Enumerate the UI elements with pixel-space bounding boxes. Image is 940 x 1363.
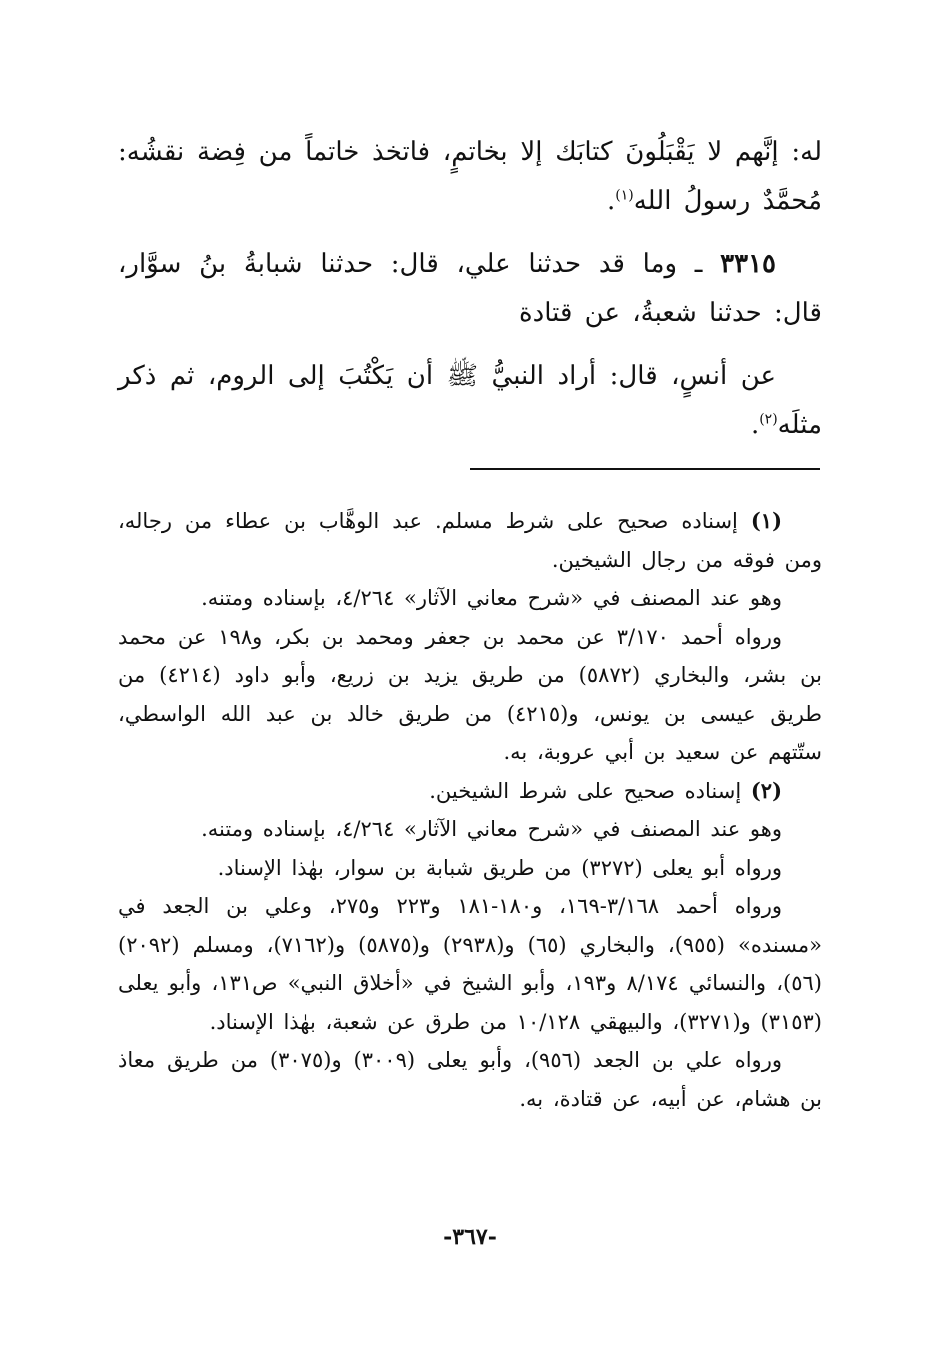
main-paragraph-text: له: إنَّهم لا يَقْبَلُونَ كتابَك إلا بخاتمٍ، فاتخذ خاتماً من فِضة نقشُه: مُحمَّدٌ رسولُ الله	[118, 137, 822, 216]
footnote-number: (١)	[750, 508, 782, 533]
main-paragraph-end: .	[750, 410, 760, 440]
footnote-paragraph: ورواه أحمد ٣/١٦٨-١٦٩، و١٨٠-١٨١ و٢٢٣ و٢٧٥، وعلي بن الجعد في «مسنده» (٩٥٥)، والبخاري (٦٥) و(٢٩٣٨) و(٥٨٧٥) و(٧١٦٢)، ومسلم (٢٠٩٢) (٥٦)، والنسائي ٨/١٧٤ و١٩٣، وأبو الشيخ في «أخلاق النبي» ص١٣١، وأبو يعلى (٣١٥٣) و(٣٢٧١)، والبيهقي ١٠/١٢٨ من طرق عن شعبة، بهٰذا الإسناد.	[118, 894, 823, 1034]
footnotes	[118, 502, 822, 1118]
footnote-marker[interactable]: (١)	[615, 187, 634, 204]
footnote-number: (٢)	[750, 777, 782, 803]
footnote-paragraph: وهو عند المصنف في «شرح معاني الآثار» ٤/٢٦٤، بإسناده ومتنه.	[201, 817, 782, 841]
hadith-chain-text: ـ وما قد حدثنا علي، قال: حدثنا شبابةُ بنُ سوَّار، قال: حدثنا شعبةُ، عن قتادة	[118, 249, 822, 328]
footnote-paragraph: ورواه أبو يعلى (٣٢٧٢) من طريق شبابة بن سوار، بهٰذا الإسناد.	[217, 855, 782, 880]
hadith-paragraph	[118, 240, 822, 338]
main-paragraph	[118, 352, 822, 450]
main-paragraph-end: .	[606, 186, 616, 216]
footnote-1	[118, 502, 822, 579]
page-number: -٣٦٧-	[443, 1224, 497, 1250]
footnote-text: إسناده صحيح على شرط مسلم. عبد الوهَّاب بن عطاء من رجاله، ومن فوقه من رجال الشيخين.	[118, 509, 822, 572]
footnote-text: إسناده صحيح على شرط الشيخين.	[429, 778, 751, 803]
main-paragraph-text: عن أنسٍ، قال: أراد النبيُّ ﷺ أن يَكْتُبَ إلى الروم، ثم ذكر مثلَه	[118, 361, 822, 440]
footnote-2	[118, 772, 822, 811]
footnote-marker[interactable]: (٢)	[759, 411, 778, 428]
footnote-paragraph: ورواه علي بن الجعد (٩٥٦)، وأبو يعلى (٣٠٠٩) و(٣٠٧٥) من طريق معاذ بن هشام، عن أبيه، عن قتادة، به.	[118, 1048, 822, 1111]
main-paragraph	[118, 128, 822, 226]
hadith-number: ٣٣١٥	[720, 249, 776, 279]
footnote-divider	[470, 468, 820, 470]
footnote-paragraph: ورواه أحمد ٣/١٧٠ عن محمد بن جعفر ومحمد بن بكر، و١٩٨ عن محمد بن بشر، والبخاري (٥٨٧٢) من طريق يزيد بن زريع، وأبو داود (٤٢١٤) من طريق عيسى بن يونس، و(٤٢١٥) من طريق خالد بن عبد الله الواسطي، ستّتهم عن سعيد بن أبي عروبة، به.	[118, 624, 822, 764]
main-text	[118, 128, 822, 464]
footnote-paragraph: وهو عند المصنف في «شرح معاني الآثار» ٤/٢٦٤، بإسناده ومتنه.	[201, 586, 782, 610]
